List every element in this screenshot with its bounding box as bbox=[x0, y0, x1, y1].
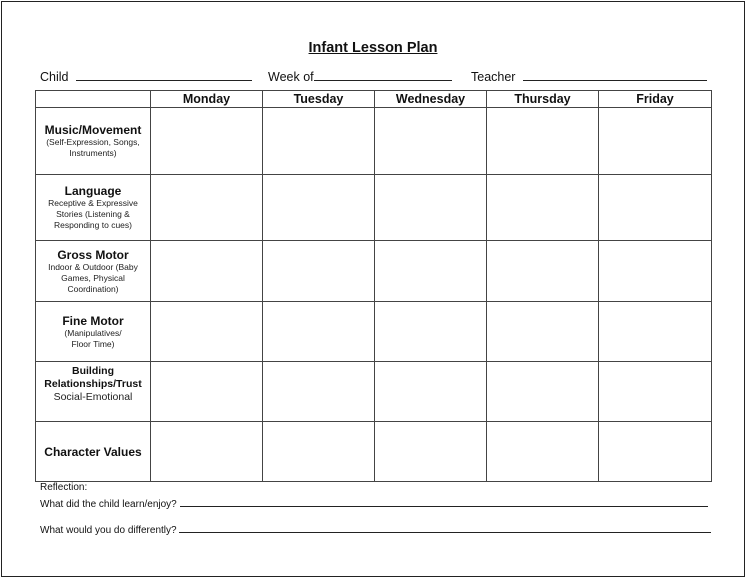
row-description: (Manipulatives/ Floor Time) bbox=[64, 327, 122, 349]
plan-cell[interactable] bbox=[599, 175, 712, 241]
plan-cell[interactable] bbox=[599, 241, 712, 302]
lesson-plan-table bbox=[35, 90, 712, 482]
teacher-input-line[interactable] bbox=[523, 68, 707, 81]
question-1-answer-line[interactable] bbox=[180, 497, 708, 507]
row-title: Language bbox=[64, 184, 122, 198]
plan-cell[interactable] bbox=[375, 108, 487, 175]
week-field bbox=[268, 68, 452, 84]
plan-cell[interactable] bbox=[487, 108, 599, 175]
plan-cell[interactable] bbox=[487, 422, 599, 482]
row-header-building-relationships bbox=[36, 362, 151, 422]
row-description: (Self-Expression, Songs, Instruments) bbox=[46, 137, 140, 158]
row-header-fine-motor bbox=[36, 302, 151, 362]
plan-cell[interactable] bbox=[487, 362, 599, 422]
plan-cell[interactable] bbox=[151, 422, 263, 482]
table-row bbox=[36, 302, 712, 362]
plan-cell[interactable] bbox=[599, 362, 712, 422]
question-1-text: What did the child learn/enjoy? bbox=[40, 499, 177, 510]
reflection-label: Reflection: bbox=[40, 482, 88, 493]
corner-cell bbox=[36, 91, 151, 108]
table-row bbox=[36, 241, 712, 302]
plan-cell[interactable] bbox=[375, 241, 487, 302]
plan-cell[interactable] bbox=[263, 422, 375, 482]
question-2-answer-line[interactable] bbox=[179, 523, 711, 533]
plan-cell[interactable] bbox=[599, 422, 712, 482]
teacher-label: Teacher bbox=[471, 70, 516, 84]
plan-cell[interactable] bbox=[263, 175, 375, 241]
reflection-question-1 bbox=[40, 497, 708, 510]
plan-cell[interactable] bbox=[151, 302, 263, 362]
row-title: Building Relationships/Trust bbox=[44, 365, 142, 390]
plan-cell[interactable] bbox=[487, 302, 599, 362]
row-header-music-movement bbox=[36, 108, 151, 175]
day-header-thursday: Thursday bbox=[487, 91, 599, 108]
table-row bbox=[36, 175, 712, 241]
question-2-text: What would you do differently? bbox=[40, 525, 177, 536]
row-description: Social-Emotional bbox=[53, 391, 133, 403]
row-title: Fine Motor bbox=[62, 313, 124, 328]
lesson-plan-page bbox=[1, 1, 745, 577]
plan-cell[interactable] bbox=[263, 362, 375, 422]
row-header-gross-motor bbox=[36, 241, 151, 302]
plan-cell[interactable] bbox=[263, 241, 375, 302]
row-title: Music/Movement bbox=[44, 123, 142, 137]
plan-cell[interactable] bbox=[375, 175, 487, 241]
row-description: Indoor & Outdoor (Baby Games, Physical Coordination) bbox=[48, 261, 138, 294]
page-title: Infant Lesson Plan bbox=[308, 40, 438, 56]
plan-cell[interactable] bbox=[151, 241, 263, 302]
table-row bbox=[36, 362, 712, 422]
day-header-tuesday: Tuesday bbox=[263, 91, 375, 108]
table-row bbox=[36, 422, 712, 482]
plan-cell[interactable] bbox=[375, 422, 487, 482]
header-row bbox=[36, 91, 712, 108]
row-title: Gross Motor bbox=[57, 247, 129, 262]
plan-cell[interactable] bbox=[487, 241, 599, 302]
plan-cell[interactable] bbox=[151, 175, 263, 241]
child-label: Child bbox=[40, 70, 69, 84]
child-input-line[interactable] bbox=[76, 68, 252, 81]
plan-cell[interactable] bbox=[151, 108, 263, 175]
plan-cell[interactable] bbox=[375, 302, 487, 362]
row-header-language bbox=[36, 175, 151, 241]
plan-cell[interactable] bbox=[263, 302, 375, 362]
plan-cell[interactable] bbox=[263, 108, 375, 175]
week-label: Week of bbox=[268, 70, 314, 84]
reflection-question-2 bbox=[40, 523, 711, 536]
plan-cell[interactable] bbox=[599, 302, 712, 362]
plan-cell[interactable] bbox=[375, 362, 487, 422]
day-header-monday: Monday bbox=[151, 91, 263, 108]
row-description: Receptive & Expressive Stories (Listening & Responding to cues) bbox=[48, 198, 138, 230]
table-row bbox=[36, 108, 712, 175]
plan-cell[interactable] bbox=[151, 362, 263, 422]
child-field bbox=[40, 68, 252, 84]
row-header-character-values bbox=[36, 422, 151, 482]
row-title: Character Values bbox=[44, 444, 142, 459]
day-header-friday: Friday bbox=[599, 91, 712, 108]
plan-cell[interactable] bbox=[599, 108, 712, 175]
day-header-wednesday: Wednesday bbox=[375, 91, 487, 108]
teacher-field bbox=[471, 68, 707, 84]
week-input-line[interactable] bbox=[314, 68, 452, 81]
plan-cell[interactable] bbox=[487, 175, 599, 241]
